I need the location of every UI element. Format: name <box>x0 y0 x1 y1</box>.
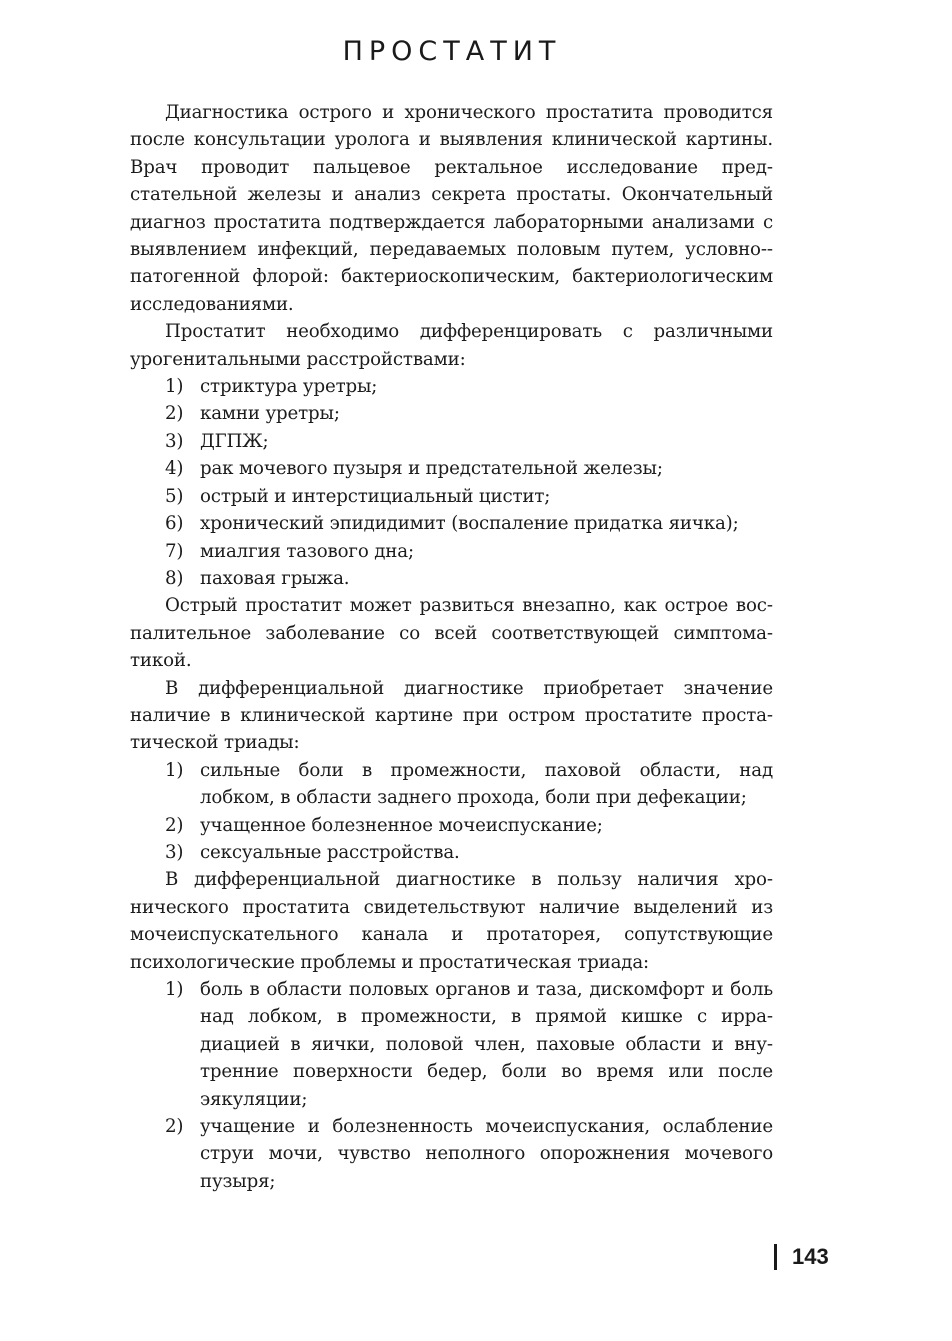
list-item-text: миалгия тазового дна; <box>200 540 414 562</box>
list-item-text: камни уретры; <box>200 403 340 425</box>
list-item-text: паховая грыжа. <box>200 567 350 589</box>
list-item <box>130 400 773 427</box>
list-item <box>130 757 773 812</box>
list-item-number: 5) <box>165 485 184 507</box>
list-differential-disorders <box>130 373 773 592</box>
list-item <box>130 1113 773 1195</box>
list-item <box>130 510 773 537</box>
paragraph-diagnostics: Диагностика острого и хронического простатита проводится после консультации уролога и выявления клинической картины. Врач проводит пальцевое ректальное исследование предстательной железы и анализ секрета простаты. Окончательный диагноз простатита подтверждается лабораторными анализами с выявлением инфекций, передаваемых половым путем, условно-патогенной флорой: бактериоскопическим, бактериологическим исследованиями. <box>130 102 773 315</box>
list-item <box>130 538 773 565</box>
list-item <box>130 483 773 510</box>
list-item-text: учащенное болезненное мочеиспускание; <box>200 814 603 836</box>
page-number: 143 <box>792 1244 829 1269</box>
list-item-number: 2) <box>165 403 184 425</box>
list-item-number: 7) <box>165 540 184 562</box>
list-item <box>130 976 773 1113</box>
list-item-number: 3) <box>165 430 184 452</box>
list-item-text: рак мочевого пузыря и предстательной железы; <box>200 458 663 480</box>
page-title: ПРОСТАТИТ <box>342 36 562 67</box>
list-acute-triad <box>130 757 773 867</box>
list-item-text: ДГПЖ; <box>200 430 269 452</box>
body-text <box>130 99 773 1195</box>
list-item-text: хронический эпидидимит (воспаление придатка яичка); <box>200 513 739 535</box>
paragraph-differential-intro: Простатит необходимо дифференцировать с различными урогенитальными расстройствами: <box>130 321 773 370</box>
list-chronic-triad <box>130 976 773 1195</box>
paragraph-chronic-intro: В дифференциальной диагностике в пользу наличия хронического простатита свидетельствуют наличие выделений из мочеиспускательного канала и протаторея, сопутствующие психологические проблемы и простатическая триада: <box>130 869 773 973</box>
list-item-number: 3) <box>165 841 184 863</box>
list-item-text: сексуальные расстройства. <box>200 841 460 863</box>
paragraph-acute-triad-intro: В дифференциальной диагностике приобретает значение наличие в клинической картине при остром простатите простатической триады: <box>130 677 773 754</box>
list-item-number: 1) <box>165 979 184 1000</box>
list-item-number: 2) <box>165 814 184 836</box>
list-item <box>130 839 773 866</box>
list-item <box>130 373 773 400</box>
list-item-text: стриктура уретры; <box>200 376 378 398</box>
list-item-text: учащение и болезненность мочеиспускания, ослабление струи мочи, чувство неполного опорожнения мочевого пузыря; <box>200 1116 773 1192</box>
list-item-number: 2) <box>165 1116 184 1138</box>
list-item-number: 6) <box>165 513 184 535</box>
list-item <box>130 455 773 482</box>
list-item-number: 4) <box>165 458 184 480</box>
list-item-text: сильные боли в промежности, паховой области, над лобком, в области заднего прохода, боли при дефекации; <box>200 759 773 809</box>
list-item-text: боль в области половых органов и таза, дискомфорт и боль над лобком, в промежности, в прямой кишке с иррадиацией в яички, половой член, паховые области и внутренние поверхности бедер, боли во время или после эякуляции; <box>200 979 773 1110</box>
list-item <box>130 428 773 455</box>
list-item-number: 8) <box>165 567 184 589</box>
paragraph-acute-onset: Острый простатит может развиться внезапно, как острое воспалительное заболевание со всей соответствующей симптоматикой. <box>130 595 773 672</box>
list-item-text: острый и интерстициальный цистит; <box>200 485 551 507</box>
list-item <box>130 812 773 839</box>
list-item-number: 1) <box>165 376 184 398</box>
list-item-number: 1) <box>165 759 184 781</box>
list-item <box>130 565 773 592</box>
page-number-divider <box>774 1244 777 1270</box>
